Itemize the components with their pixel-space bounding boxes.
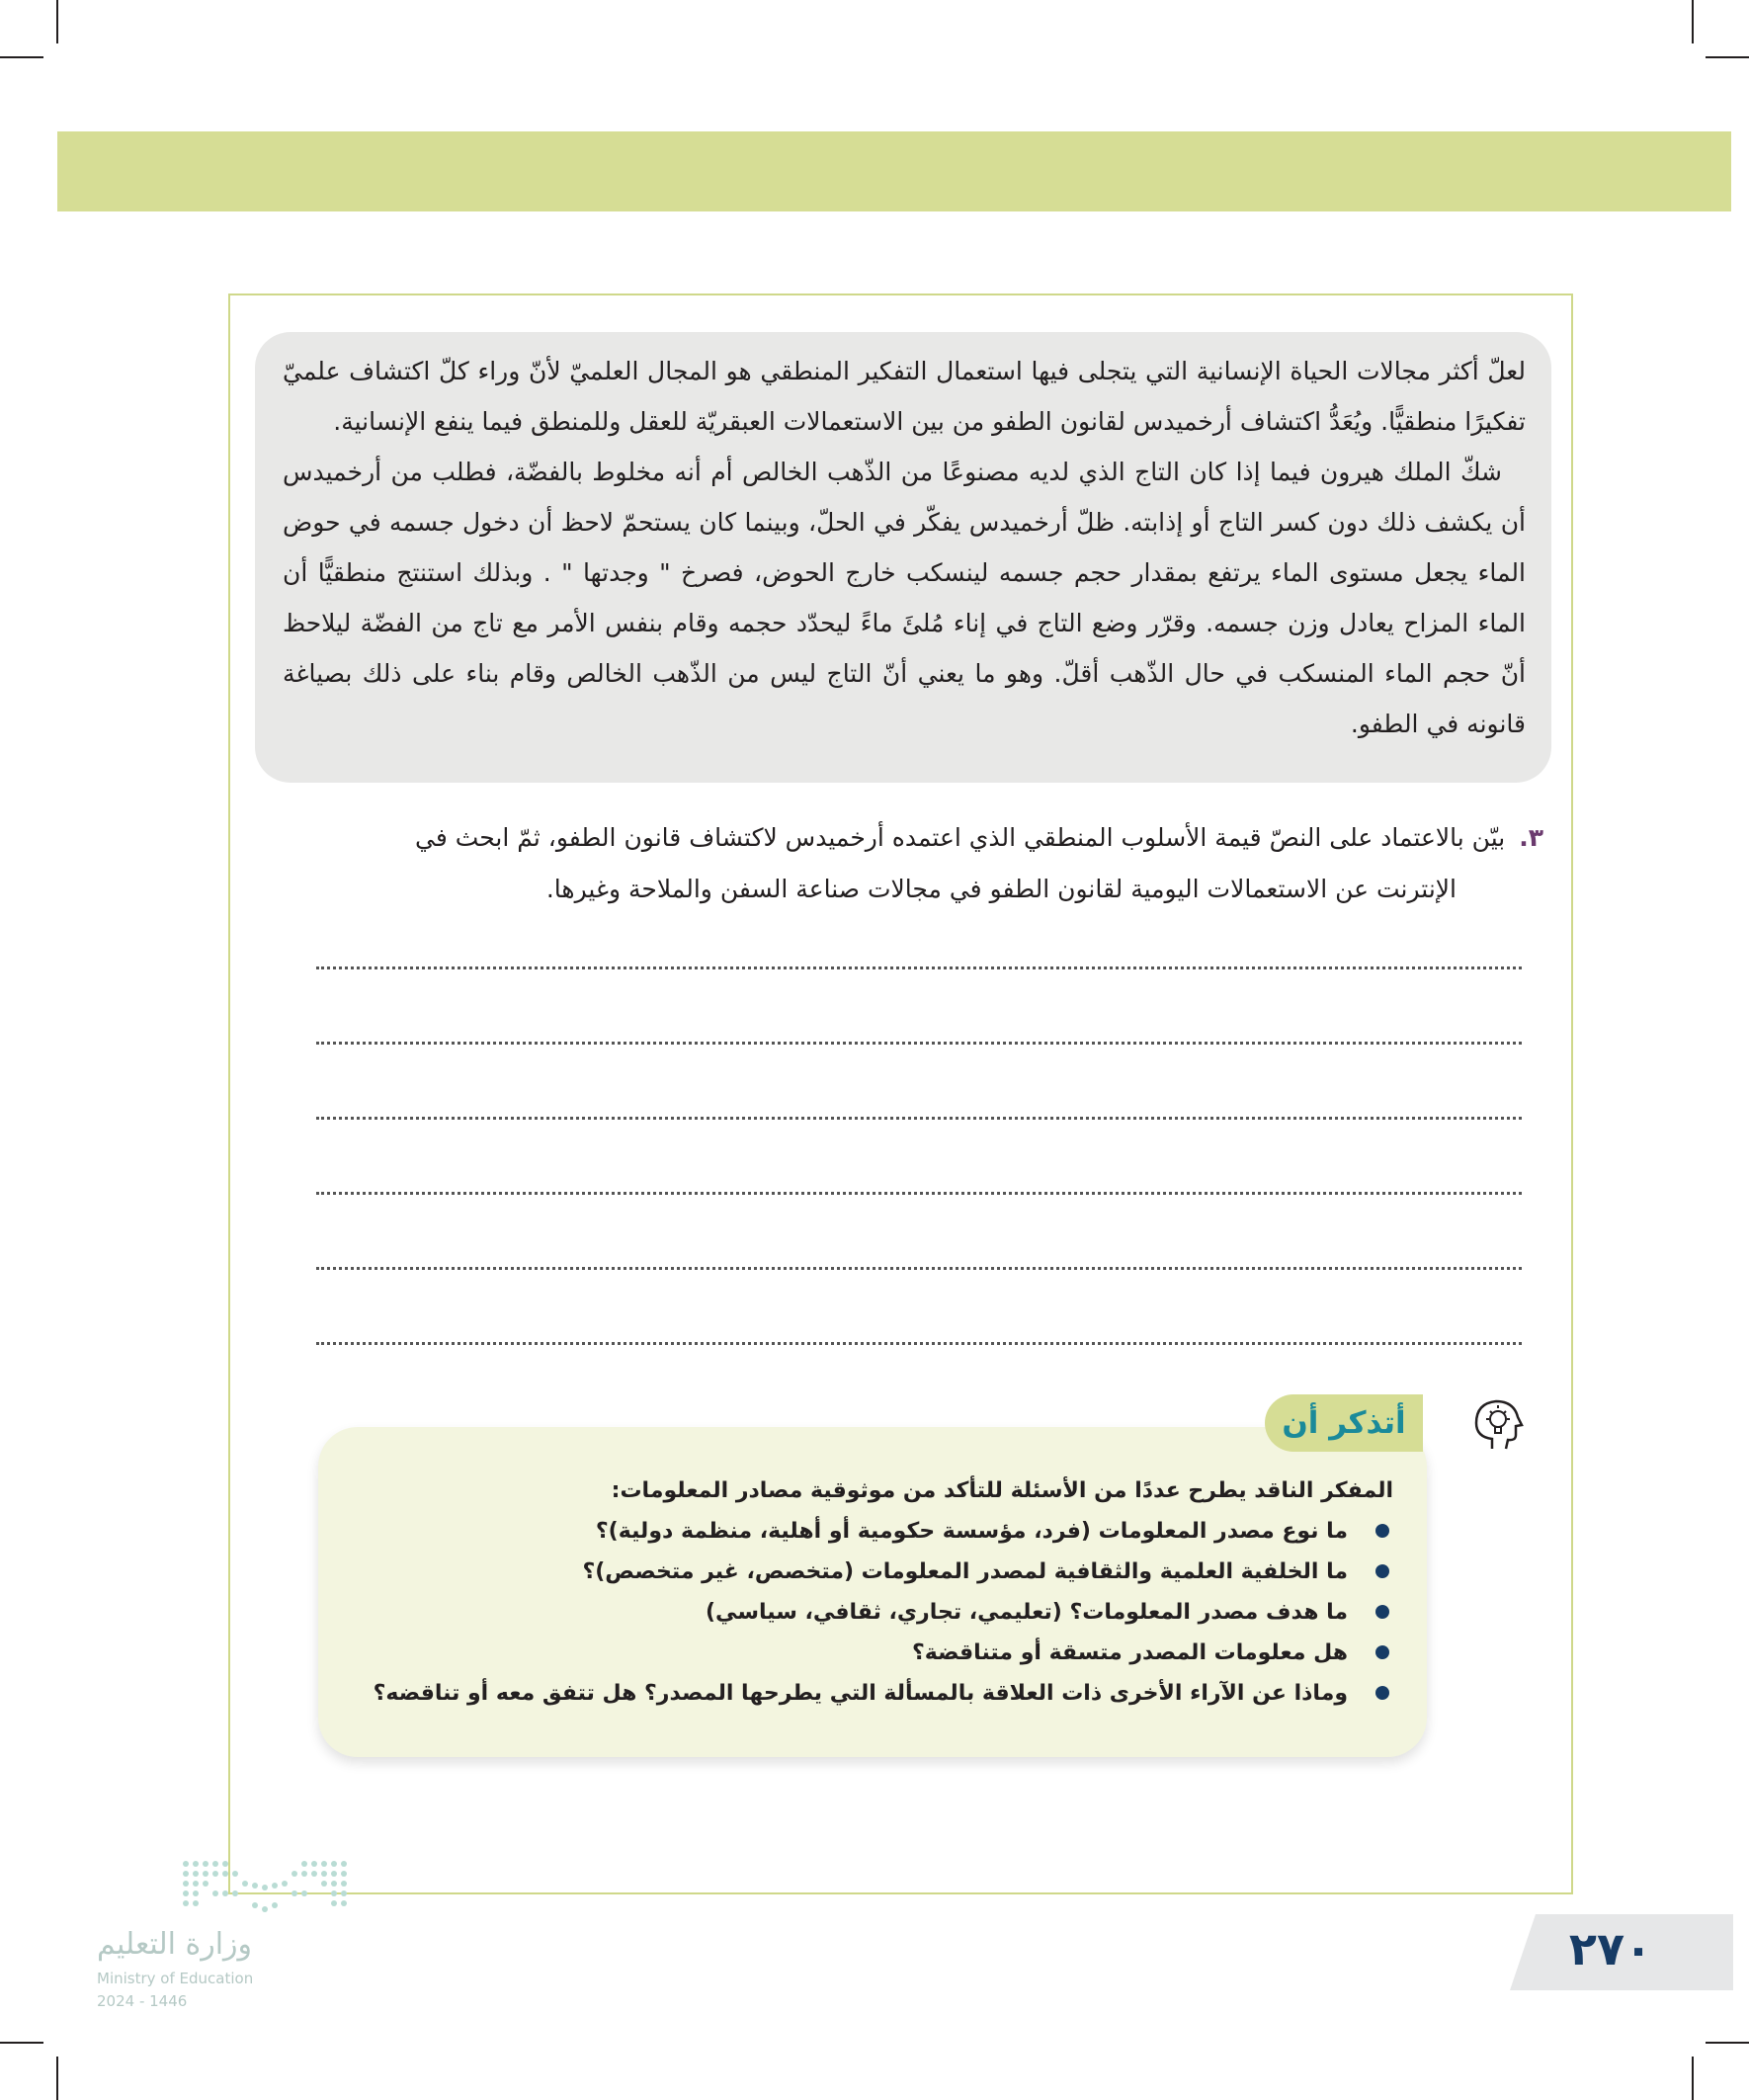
remember-title: أتذكر أن (1265, 1394, 1423, 1452)
question-text-1: بيّن بالاعتماد على النصّ قيمة الأسلوب المنطقي الذي اعتمده أرخميدس لاكتشاف قانون الطفو، ثمّ ابحث في (414, 823, 1506, 852)
answer-line-1[interactable] (316, 966, 1522, 969)
ministry-name-english: Ministry of Education (97, 1970, 254, 1987)
head-lightbulb-icon (1462, 1393, 1530, 1453)
crop-mark (56, 2057, 58, 2100)
reading-passage (255, 332, 1551, 783)
question-number: ٣. (1519, 823, 1543, 852)
crop-mark (56, 0, 58, 43)
question-text-2: الإنترنت عن الاستعمالات اليومية لقانون الطفو في مجالات صناعة السفن والملاحة وغيرها. (545, 875, 1457, 903)
edition-year: 2024 - 1446 (97, 1992, 188, 2010)
answer-line-3[interactable] (316, 1117, 1522, 1120)
passage-paragraph-1: لعلّ أكثر مجالات الحياة الإنسانية التي يتجلى فيها استعمال التفكير المنطقي هو المجال العلميّ لأنّ وراء كلّ اكتشاف علميّ تفكيرًا منطقيًّا. ويُعَدُّ اكتشاف أرخميدس لقانون الطفو من بين الاستعمالات العبقريّة للعقل وللمنطق فيما ينفع الإنسانية. (283, 357, 1526, 436)
remember-content (375, 1470, 1393, 1714)
question-3 (247, 812, 1543, 915)
passage-paragraph-2: شكّ الملك هيرون فيما إذا كان التاج الذي لديه مصنوعًا من الذّهب الخالص أم أنه مخلوط بالفضّة، فطلب من أرخميدس أن يكشف ذلك دون كسر التاج أو إذابته. ظلّ أرخميدس يفكّر في الحلّ، وبينما كان يستحمّ لاحظ أن دخول جسمه في حوض الماء يجعل مستوى الماء يرتفع بمقدار حجم جسمه لينسكب خارج الحوض، فصرخ " وجدتها " . وبذلك استنتج منطقيًّا أن الماء المزاح يعادل وزن جسمه. وقرّر وضع التاج في إناء مُلئَ ماءً ليحدّد حجمه وقام بنفس الأمر مع تاج من الفضّة ليلاحظ أنّ حجم الماء المنسكب في حال الذّهب أقلّ. وهو ما يعني أنّ التاج ليس من الذّهب الخالص وقام بناء على ذلك بصياغة قانونه في الطفو. (283, 458, 1526, 738)
dotted-logo (97, 1858, 354, 1917)
question-line-1 (247, 812, 1543, 864)
remember-intro: المفكر الناقد يطرح عددًا من الأسئلة للتأكد من موثوقية مصادر المعلومات: (611, 1478, 1393, 1503)
remember-list (375, 1511, 1393, 1714)
answer-line-4[interactable] (316, 1192, 1522, 1195)
header-banner (57, 131, 1731, 211)
ministry-name-arabic: وزارة التعليم (97, 1927, 253, 1962)
page-number: ٢٧٠ (1568, 1922, 1653, 1975)
remember-item-4: هل معلومات المصدر متسقة أو متناقضة؟ (375, 1633, 1393, 1673)
remember-item-5: وماذا عن الآراء الأخرى ذات العلاقة بالمسألة التي يطرحها المصدر؟ هل تتفق معه أو تناقضه؟ (375, 1673, 1393, 1714)
answer-line-2[interactable] (316, 1042, 1522, 1045)
crop-mark (1692, 0, 1694, 43)
remember-item-1: ما نوع مصدر المعلومات (فرد، مؤسسة حكومية أو أهلية، منظمة دولية)؟ (375, 1511, 1393, 1552)
crop-mark (1706, 56, 1749, 58)
crop-mark (1692, 2057, 1694, 2100)
remember-item-3: ما هدف مصدر المعلومات؟ (تعليمي، تجاري، ثقافي، سياسي) (375, 1592, 1393, 1633)
crop-mark (1706, 2042, 1749, 2044)
answer-line-6[interactable] (316, 1342, 1522, 1345)
crop-mark (0, 56, 43, 58)
crop-mark (0, 2042, 43, 2044)
remember-item-2: ما الخلفية العلمية والثقافية لمصدر المعلومات (متخصص، غير متخصص)؟ (375, 1552, 1393, 1592)
answer-line-5[interactable] (316, 1267, 1522, 1270)
